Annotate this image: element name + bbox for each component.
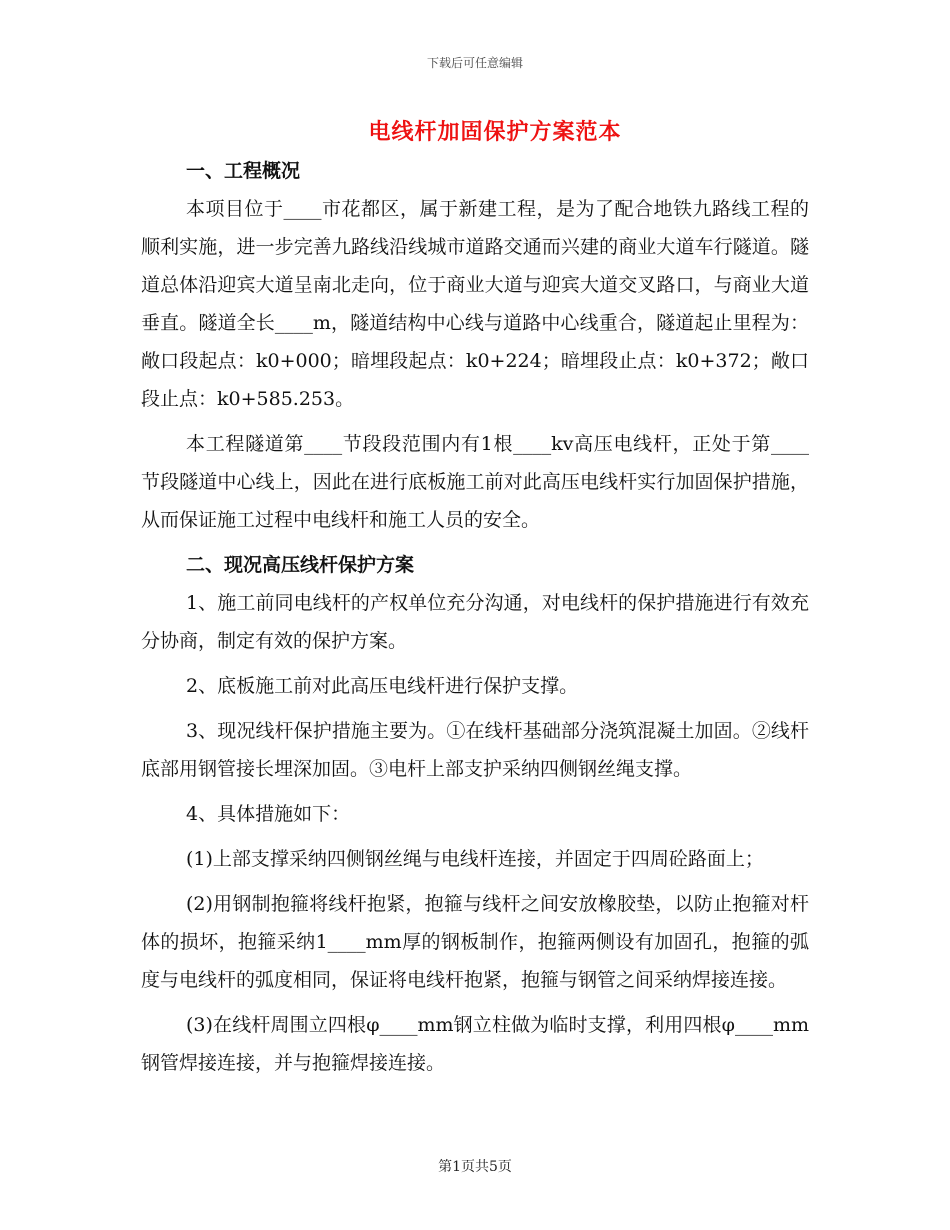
list-item-4: 4、具体措施如下： [186, 803, 351, 825]
list-item-2: 2、底板施工前对此高压电线杆进行保护支撑。 [186, 675, 579, 697]
sub-item-2: (2)用钢制抱箍将线杆抱紧，抱箍与线杆之间安放橡胶垫，以防止抱箍对杆体的损坏，抱箍采纳1____mm厚的钢板制作，抱箍两侧设有加固孔，抱箍的弧度与电线杆的弧度相同，保证将电线杆抱紧，抱箍与钢管之间采纳焊接连接。 [141, 893, 809, 991]
section-heading-overview: 一、工程概况 [186, 160, 301, 182]
paragraph-project-location: 本项目位于____市花都区，属于新建工程，是为了配合地铁九路线工程的顺利实施，进一步完善九路线沿线城市道路交通而兴建的商业大道车行隧道。隧道总体沿迎宾大道呈南北走向，位于商业大道与迎宾大道交叉路口，与商业大道垂直。隧道全长____m，隧道结构中心线与道路中心线重合，隧道起止里程为：敞口段起点：k0+000；暗埋段起点：k0+224；暗埋段止点：k0+372；敞口段止点：k0+585.253。 [141, 198, 809, 410]
page-number: 第1页共5页 [438, 1159, 512, 1175]
header-note: 下载后可任意编辑 [426, 56, 523, 70]
sub-item-1: (1)上部支撑采纳四侧钢丝绳与电线杆连接，并固定于四周砼路面上； [186, 848, 764, 870]
list-item-1: 1、施工前同电线杆的产权单位充分沟通，对电线杆的保护措施进行有效充分协商，制定有效的保护方案。 [141, 592, 809, 652]
section-heading-protection-plan: 二、现况高压线杆保护方案 [186, 554, 415, 576]
document-body [141, 152, 809, 1082]
paragraph-pole-location: 本工程隧道第____节段段范围内有1根____kv高压电线杆，正处于第____节段隧道中心线上，因此在进行底板施工前对此高压电线杆实行加固保护措施，从而保证施工过程中电线杆和施工人员的安全。 [141, 433, 809, 531]
list-item-3: 3、现况线杆保护措施主要为。①在线杆基础部分浇筑混凝土加固。②线杆底部用钢管接长埋深加固。③电杆上部支护采纳四侧钢丝绳支撑。 [141, 720, 809, 780]
sub-item-3: (3)在线杆周围立四根φ____mm钢立柱做为临时支撑，利用四根φ____mm钢管焊接连接，并与抱箍焊接连接。 [141, 1014, 809, 1074]
document-title: 电线杆加固保护方案范本 [368, 119, 622, 145]
